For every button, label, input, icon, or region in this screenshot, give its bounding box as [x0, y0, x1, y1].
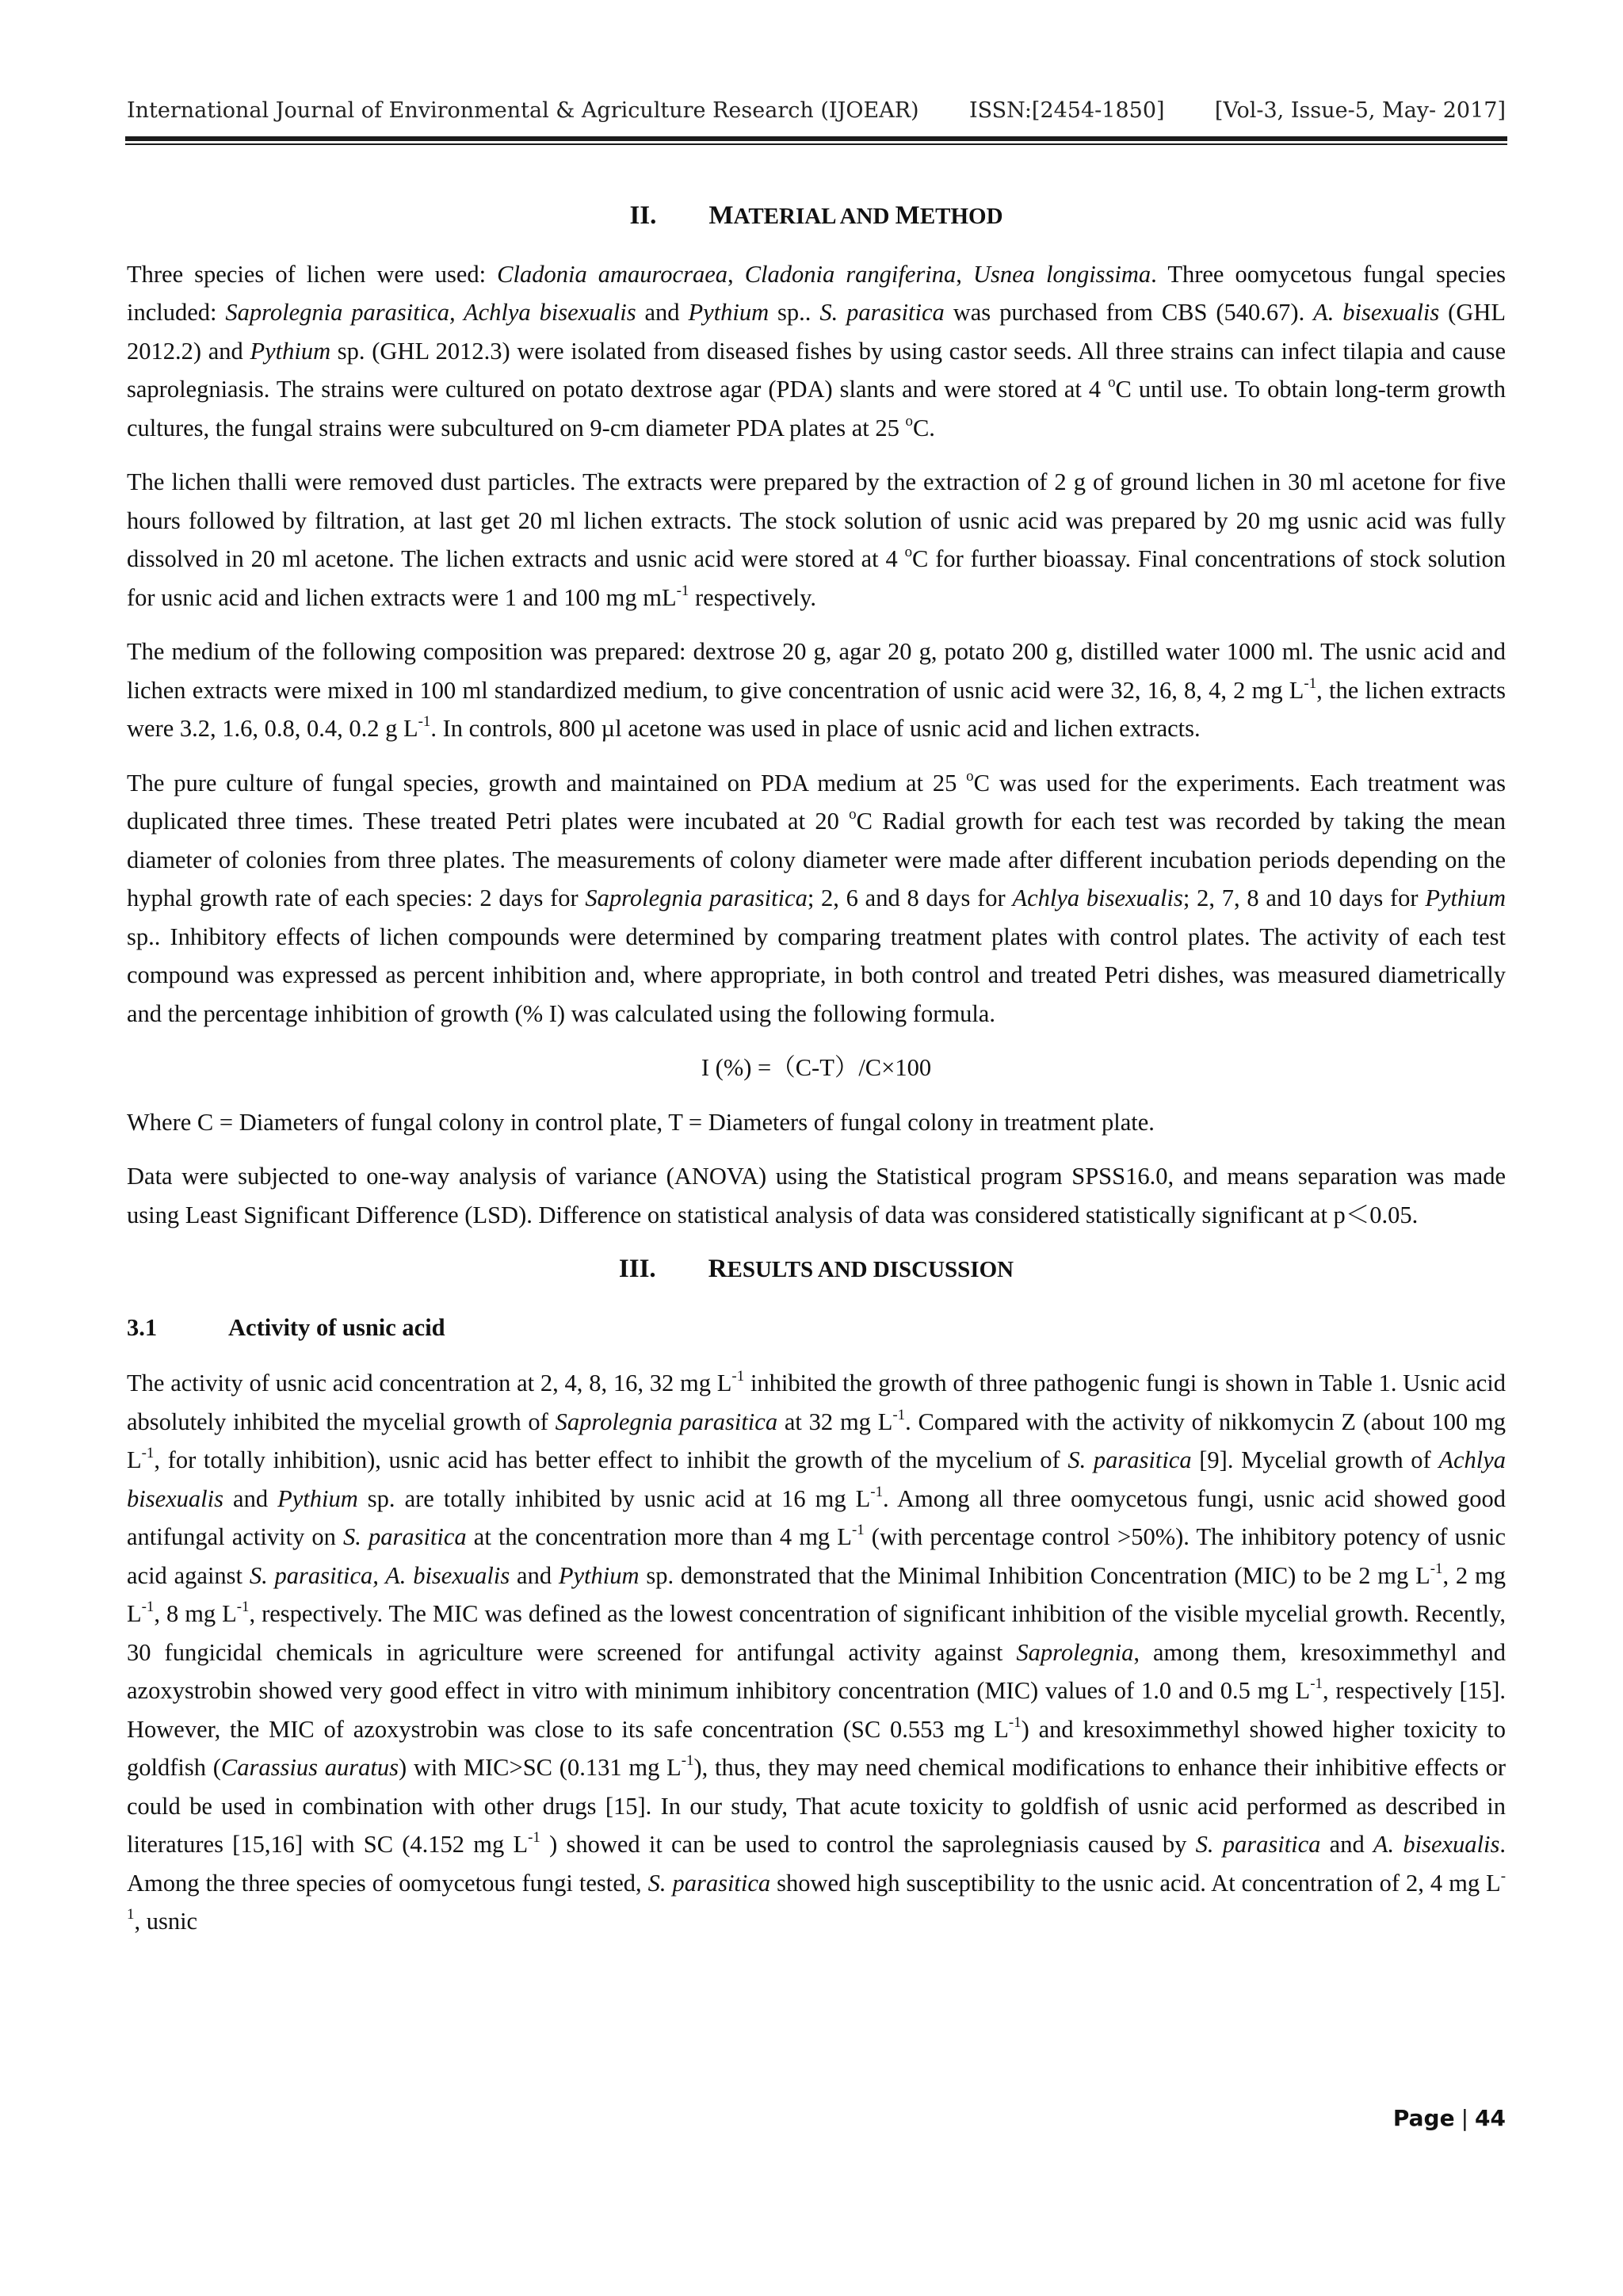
page-number [1393, 2105, 1506, 2131]
paragraph-formula-legend: Where C = Diameters of fungal colony in control plate, T = Diameters of fungal colony in treatment plate. [127, 1108, 1155, 1136]
page-separator: | [1461, 2105, 1469, 2131]
page-label: Page [1392, 2105, 1455, 2131]
journal-name: International Journal of Environmental & Agriculture Research (IJOEAR) [127, 98, 919, 123]
journal-volume: [Vol-3, Issue-5, May- 2017] [1214, 98, 1506, 123]
paragraph-culture: The pure culture of fungal species, growth and maintained on PDA medium at 25 $^o$C was used for the experiments. Each treatment was duplicated three times. These treated Petri plates were incubated at 20 $^o$C Radial growth for each test was recorded by taking the mean diameter of colonies from three plates. The measurements of colony diameter were made after different incubation periods depending on the hyphal growth rate of each species: 2 days for Saprolegnia parasitica; 2, 6 and 8 days for Achlya bisexualis; 2, 7, 8 and 10 days for Pythium sp.. Inhibitory effects of lichen compounds were determined by comparing treatment plates with control plates. The activity of each test compound was expressed as percent inhibition and, where appropriate, in both control and treated Petri dishes, was measured diametrically and the percentage inhibition of growth (% I) was calculated using the following formula. [127, 767, 1506, 1027]
paragraph-extracts: The lichen thalli were removed dust particles. The extracts were prepared by the extraction of 2 g of ground lichen in 30 ml acetone for five hours followed by filtration, at last get 20 ml lichen extracts. The stock solution of usnic acid was prepared by 20 mg usnic acid was fully dissolved in 20 ml acetone. The lichen extracts and usnic acid were stored at 4 $^o$C for further bioassay. Final concentrations of stock solution for usnic acid and lichen extracts were 1 and 100 mg $mL^{-1}$ respectively. [127, 468, 1506, 611]
header-rule-thin [125, 143, 1507, 145]
journal-issn: ISSN:[2454-1850] [968, 98, 1165, 123]
subsection-heading-usnic-acid: 3.1 Activity of usnic acid [127, 1313, 445, 1341]
section-heading-results: III. RESULTS AND DISCUSSION [618, 1255, 1014, 1283]
paragraph-statistics: Data were subjected to one-way analysis of variance (ANOVA) using the Statistical program SPSS16.0, and means separation was made using Least Significant Difference (LSD). Difference on statistical analysis of data was considered statistically significant at p＜0.05. [127, 1163, 1506, 1228]
header-rule-thick [125, 136, 1507, 141]
running-header [127, 98, 1506, 123]
inhibition-formula: I (%) =（C-T）/C×100 [701, 1054, 932, 1081]
page-number-value: 44 [1475, 2105, 1506, 2131]
section-heading-material-method: II. MATERIAL AND METHOD [629, 201, 1003, 230]
paragraph-usnic-activity: The activity of usnic acid concentration at 2, 4, 8, 16, 32 mg $L^{-1}$ inhibited the growth of three pathogenic fungi is shown in Table 1. Usnic acid absolutely inhibited the mycelial growth of Saprolegnia parasitica at 32 mg $L^{-1}$. Compared with the activity of nikkomycin Z (about 100 mg $L^{-1}$, for totally inhibition), usnic acid has better effect to inhibit the growth of the mycelium of S. parasitica [9]. Mycelial growth of Achlya bisexualis and Pythium sp. are totally inhibited by usnic acid at 16 mg $L^{-1}$. Among all three oomycetous fungi, usnic acid showed good antifungal activity on S. parasitica at the concentration more than 4 mg $L^{-1}$ (with percentage control >50%). The inhibitory potency of usnic acid against S. parasitica, A. bisexualis and Pythium sp. demonstrated that the Minimal Inhibition Concentration (MIC) to be 2 mg $L^{-1}$, 2 mg $L^{-1}$, 8 mg $L^{-1}$, respectively. The MIC was defined as the lowest concentration of significant inhibition of the visible mycelial growth. Recently, 30 fungicidal chemicals in agriculture were screened for antifungal activity against Saprolegnia, among them, kresoximmethyl and azoxystrobin showed very good effect in vitro with minimum inhibitory concentration (MIC) values of 1.0 and 0.5 mg $L^{-1}$, respectively [15]. However, the MIC of azoxystrobin was close to its safe concentration (SC 0.553 mg $L^{-1}$) and kresoximmethyl showed higher toxicity to goldfish (Carassius auratus) with MIC>SC (0.131 mg $L^{-1}$), thus, they may need chemical modifications to enhance their inhibitive effects or could be used in combination with other drugs [15]. In our study, That acute toxicity to goldfish of usnic acid performed as described in literatures [15,16] with SC (4.152 mg $L^{-1}$ ) showed it can be used to control the saprolegniasis caused by S. parasitica and A. bisexualis. Among the three species of oomycetous fungi tested, S. parasitica showed high susceptibility to the usnic acid. At concentration of 2, 4 mg $L^{-1}$, usnic [127, 1367, 1507, 1935]
paragraph-species: Three species of lichen were used: Cladonia amaurocraea, Cladonia rangiferina, Usnea longissima. Three oomycetous fungal species included: Saprolegnia parasitica, Achlya bisexualis and Pythium sp.. S. parasitica was purchased from CBS (540.67). A. bisexualis (GHL 2012.2) and Pythium sp. (GHL 2012.3) were isolated from diseased fishes by using castor seeds. All three strains can infect tilapia and cause saprolegniasis. The strains were cultured on potato dextrose agar (PDA) slants and were stored at 4 $^o$C until use. To obtain long-term growth cultures, the fungal strains were subcultured on 9-cm diameter PDA plates at 25 $^o$C. [127, 260, 1507, 441]
paragraph-medium: The medium of the following composition was prepared: dextrose 20 g, agar 20 g, potato 200 g, distilled water 1000 ml. The usnic acid and lichen extracts were mixed in 100 ml standardized medium, to give concentration of usnic acid were 32, 16, 8, 4, 2 mg $L^{-1}$, the lichen extracts were 3.2, 1.6, 0.8, 0.4, 0.2 g $L^{-1}$. In controls, 800 µl acetone was used in place of usnic acid and lichen extracts. [127, 638, 1506, 742]
body-text [127, 190, 1506, 1957]
